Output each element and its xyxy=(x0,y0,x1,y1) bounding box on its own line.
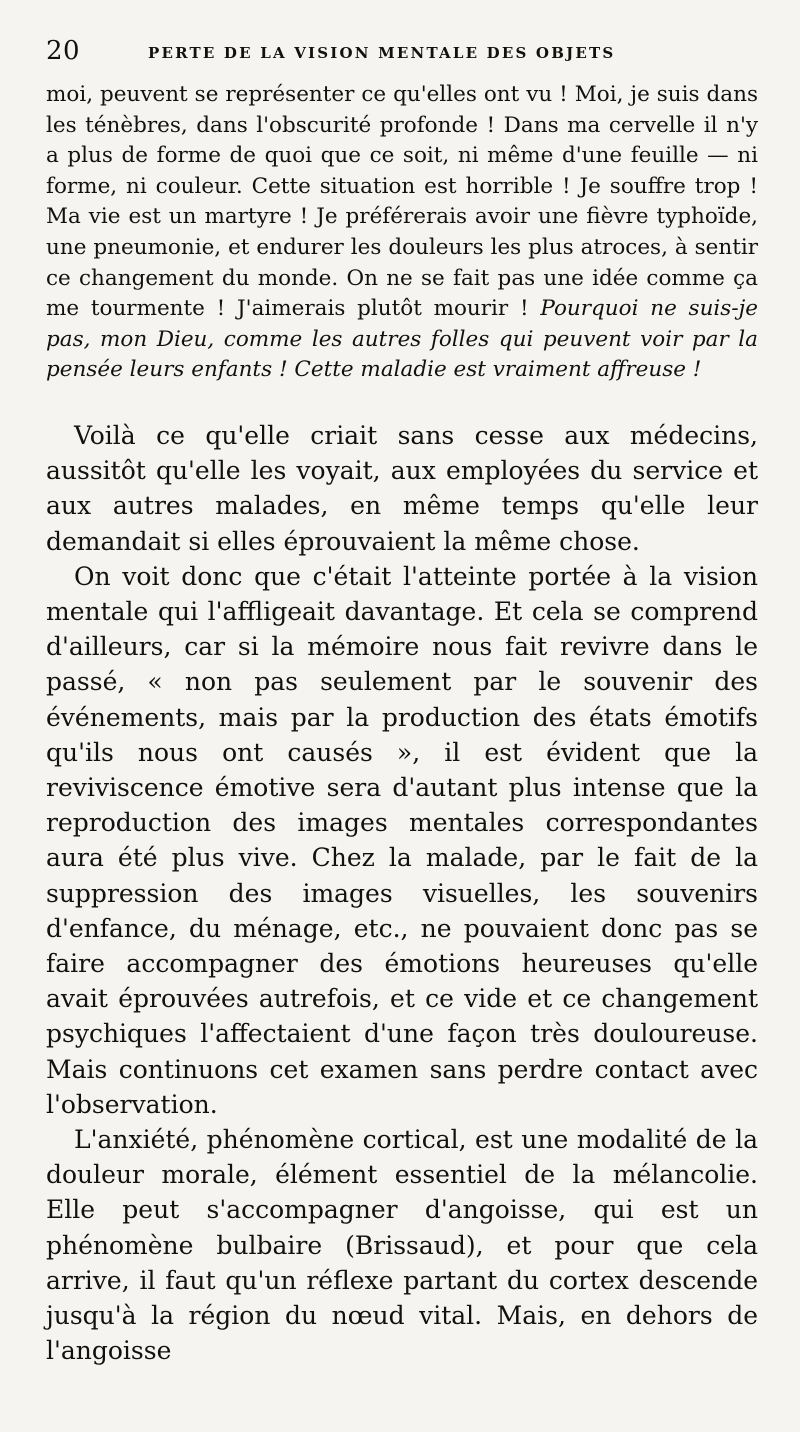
page-header xyxy=(46,36,760,70)
quote-italic-text: Pourquoi ne suis-je pas, mon Dieu, comme les autres folles qui peuvent voir par la pensée leurs enfants ! Cette maladie est vraiment affreuse ! xyxy=(46,296,758,383)
page-body xyxy=(46,80,758,1368)
quote-text xyxy=(46,80,758,386)
running-head: PERTE DE LA VISION MENTALE DES OBJETS xyxy=(148,44,616,62)
patient-quote xyxy=(46,80,758,386)
main-text xyxy=(46,418,758,1368)
paragraph: L'anxiété, phénomène cortical, est une modalité de la douleur morale, élément essentiel de la mélancolie. Elle peut s'accompagner d'angoisse, qui est un phénomène bulbaire (Brissaud), et pour que cela arrive, il faut qu'un réflexe partant du cortex descende jusqu'à la région du nœud vital. Mais, en dehors de l'angoisse xyxy=(46,1125,758,1366)
page-number: 20 xyxy=(46,36,81,66)
paragraph: Voilà ce qu'elle criait sans cesse aux médecins, aussitôt qu'elle les voyait, aux employées du service et aux autres malades, en même temps qu'elle leur demandait si elles éprouvaient la même chose. xyxy=(46,420,758,556)
quote-roman-text: moi, peuvent se représenter ce qu'elles ont vu ! Moi, je suis dans les ténèbres, dans l'obscurité profonde ! Dans ma cervelle il n'y a plus de forme de quoi que ce soit, ni même d'une feuille — ni forme, ni couleur. Cette situation est horrible ! Je souffre trop ! Ma vie est un martyre ! Je préférerais avoir une fièvre typhoïde, une pneumonie, et endurer les douleurs les plus atroces, à sentir ce changement du monde. On ne se fait pas une idée comme ça me tourmente ! J'aimerais plutôt mourir ! xyxy=(46,82,758,322)
paragraph: On voit donc que c'était l'atteinte portée à la vision mentale qui l'affligeait davantage. Et cela se comprend d'ailleurs, car si la mémoire nous fait revivre dans le passé, « non pas seulement par le souvenir des événements, mais par la production des états émotifs qu'ils nous ont causés », il est évident que la reviviscence émotive sera d'autant plus intense que la reproduction des images mentales correspondantes aura été plus vive. Chez la malade, par le fait de la suppression des images visuelles, les souvenirs d'enfance, du ménage, etc., ne pouvaient donc pas se faire accompagner des émotions heureuses qu'elle avait éprouvées autrefois, et ce vide et ce changement psychiques l'affectaient d'une façon très douloureuse. Mais continuons cet examen sans perdre contact avec l'observation. xyxy=(46,561,758,1119)
